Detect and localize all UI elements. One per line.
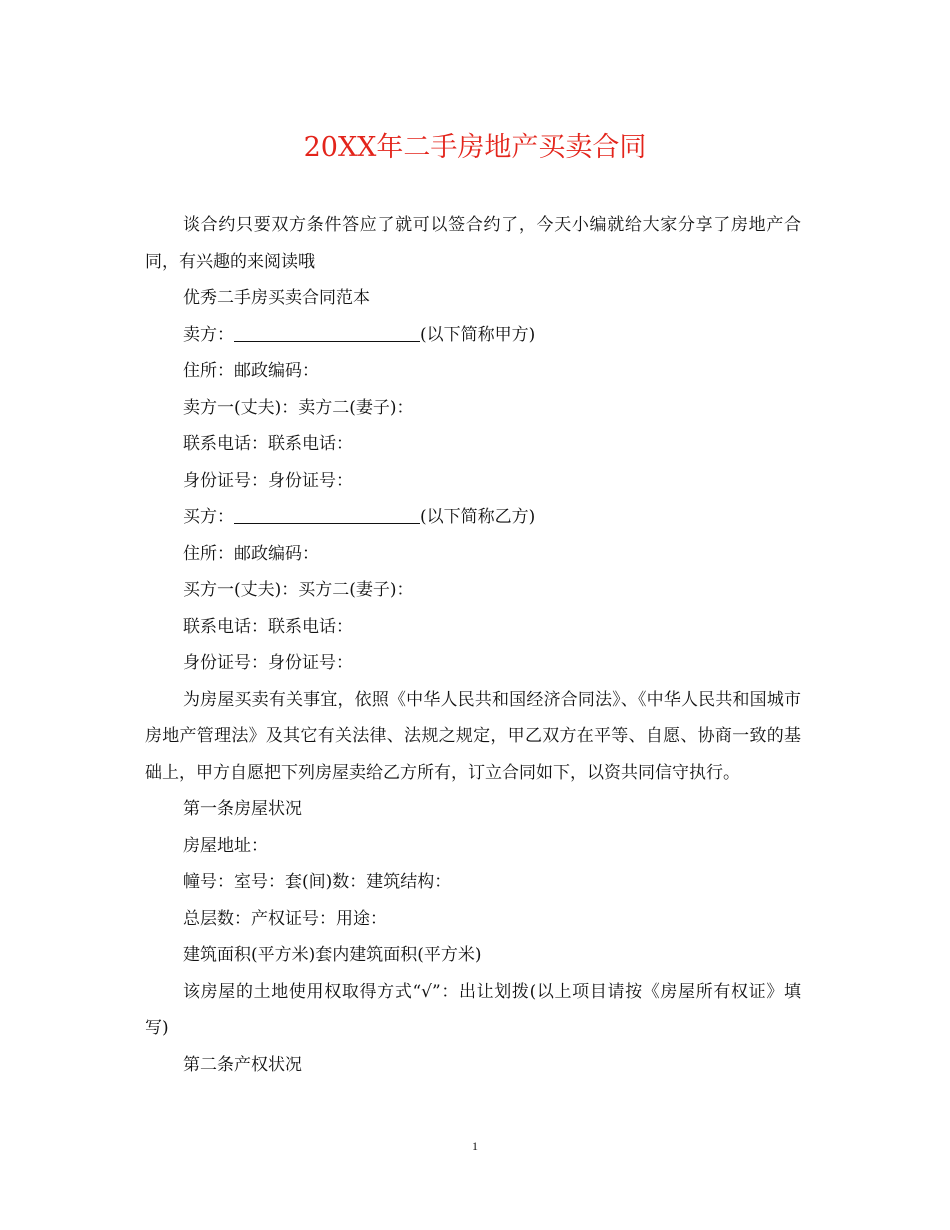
document-body xyxy=(145,207,801,1083)
house-area-line: 建筑面积(平方米)套内建筑面积(平方米) xyxy=(183,945,482,965)
seller-suffix: (以下简称甲方) xyxy=(420,324,536,345)
article1-heading: 第一条房屋状况 xyxy=(183,799,302,819)
preamble-paragraph: 为房屋买卖有关事宜，依照《中华人民共和国经济合同法》、《中华人民共和国城市房地产管理法》及其它有关法律、法规之规定，甲乙双方在平等、自愿、协商一致的基础上，甲方自愿把下列房屋卖给乙方所有，订立合同如下，以资共同信守执行。 xyxy=(145,689,801,783)
land-use-paragraph: 该房屋的土地使用权取得方式“√”：出让划拨(以上项目请按《房屋所有权证》填写) xyxy=(145,981,801,1038)
buyer-address-line: 住所：邮政编码： xyxy=(183,543,319,564)
buyer-blank xyxy=(234,505,420,524)
buyer-id-line: 身份证号：身份证号： xyxy=(183,653,353,673)
seller-line xyxy=(145,317,801,354)
buyer-phone-line: 联系电话：联系电话： xyxy=(183,616,353,637)
intro-paragraph: 谈合约只要双方条件答应了就可以签合约了，今天小编就给大家分享了房地产合同，有兴趣的来阅读哦 xyxy=(145,215,801,272)
seller-blank xyxy=(234,323,420,342)
buyer-label: 买方： xyxy=(183,507,234,527)
seller-parties-line: 卖方一(丈夫)：卖方二(妻子)： xyxy=(183,397,414,418)
buyer-line xyxy=(145,499,801,536)
contract-subtitle: 优秀二手房买卖合同范本 xyxy=(183,288,370,308)
seller-id-line: 身份证号：身份证号： xyxy=(183,470,353,491)
seller-phone-line: 联系电话：联系电话： xyxy=(183,434,353,454)
house-floors-line: 总层数：产权证号：用途： xyxy=(183,908,387,929)
page-number: 1 xyxy=(472,1139,478,1153)
seller-label: 卖方： xyxy=(183,324,234,345)
seller-address-line: 住所：邮政编码： xyxy=(183,361,319,381)
document-title: 20XX年二手房地产买卖合同 xyxy=(303,132,647,163)
house-units-line: 幢号：室号：套(间)数：建筑结构： xyxy=(183,872,452,892)
article2-heading: 第二条产权状况 xyxy=(183,1054,302,1075)
house-address-line: 房屋地址： xyxy=(183,835,268,856)
buyer-suffix: (以下简称乙方) xyxy=(420,507,536,527)
buyer-parties-line: 买方一(丈夫)：买方二(妻子)： xyxy=(183,580,414,600)
